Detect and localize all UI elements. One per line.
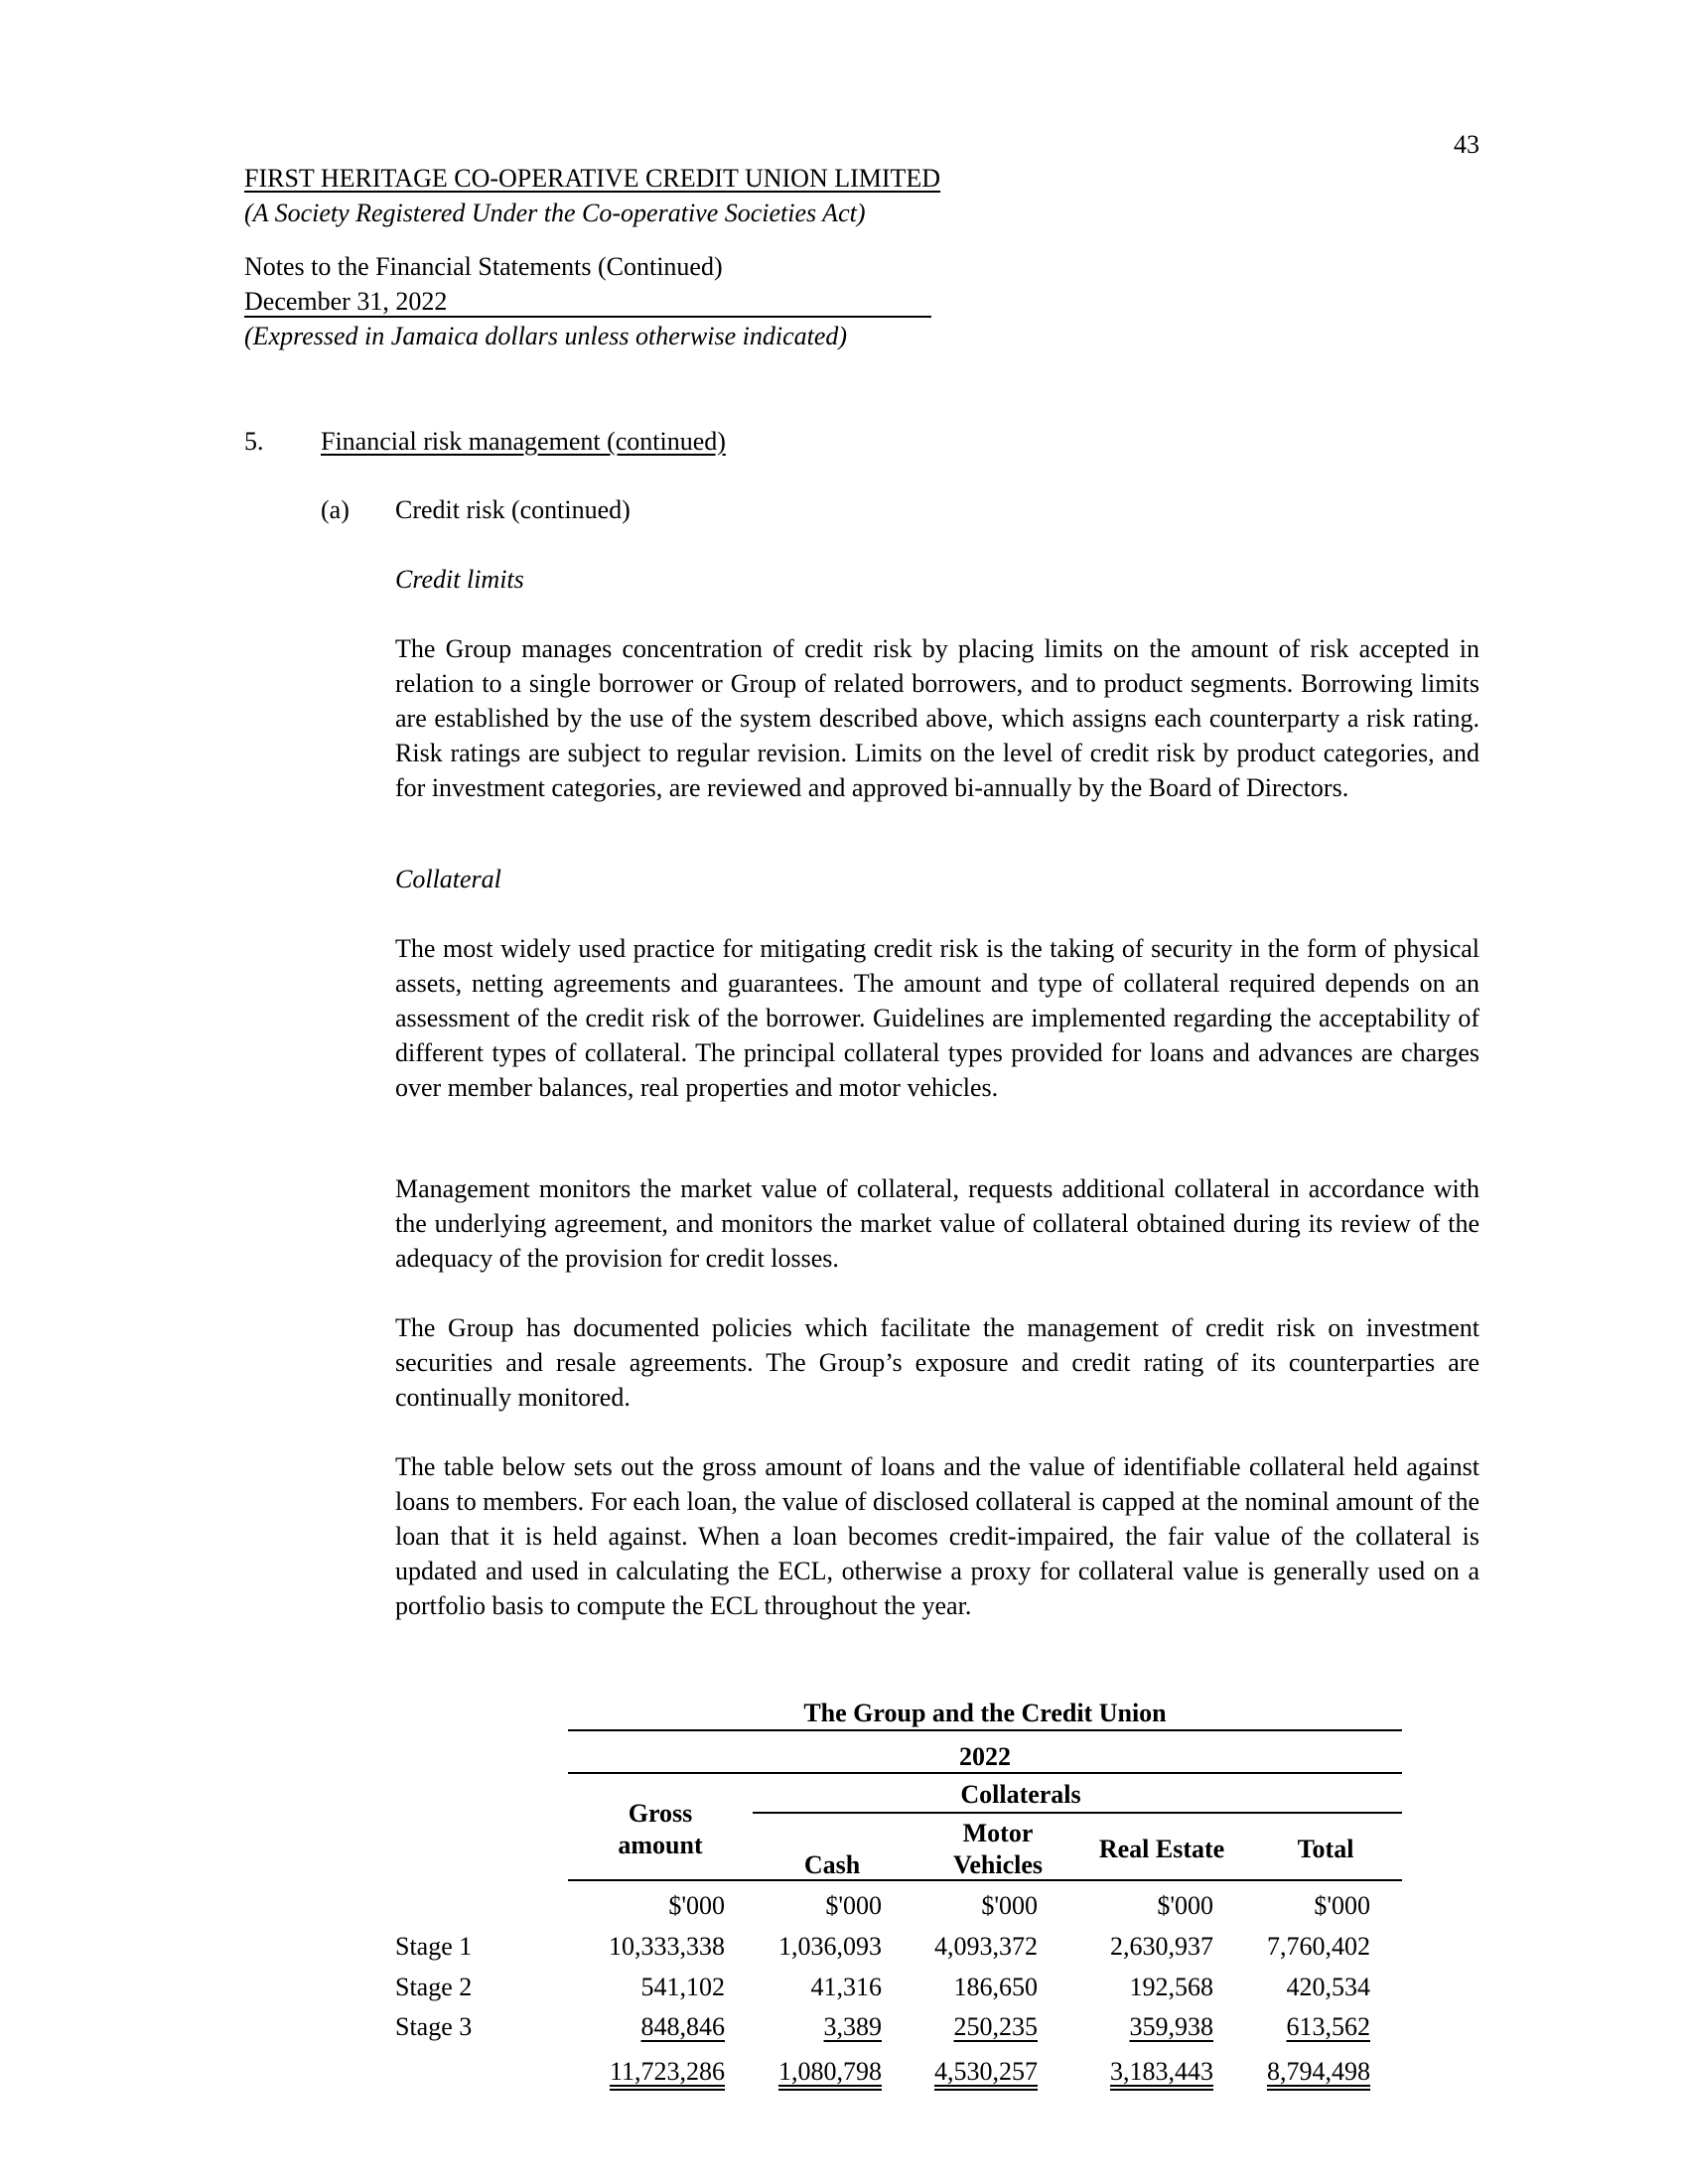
doc-title: Notes to the Financial Statements (Continued) xyxy=(244,252,723,281)
header-rule xyxy=(244,316,931,318)
motor-value: 250,235 xyxy=(953,2012,1038,2041)
gross-cell xyxy=(558,2009,725,2044)
real-estate-cell xyxy=(1064,2009,1213,2044)
motor-total: 4,530,257 xyxy=(934,2057,1038,2086)
cash-total-cell xyxy=(735,2054,882,2089)
units-row xyxy=(0,1888,1688,1923)
gross-total-cell xyxy=(558,2054,725,2089)
real-estate-cell: 192,568 xyxy=(1129,1973,1213,2001)
table-rule xyxy=(753,1812,1402,1814)
col-motor-line1: Motor xyxy=(962,1819,1034,1847)
gross-total: 11,723,286 xyxy=(609,2057,725,2086)
gross-cell: 10,333,338 xyxy=(609,1932,725,1961)
subsection-label: (a) xyxy=(321,495,350,524)
motor-cell xyxy=(889,2009,1038,2044)
cash-value: 3,389 xyxy=(823,2012,882,2041)
row-label: Stage 1 xyxy=(395,1932,473,1961)
real-estate-value: 359,938 xyxy=(1129,2012,1213,2041)
unit-cell: $'000 xyxy=(1314,1891,1370,1920)
collateral-paragraph: The most widely used practice for mitigating credit risk is the taking of security in the form of physical assets, netting agreements and guarantees. The amount and type of collateral required depends on an assessment of the credit risk of the borrower. Guidelines are implemented regarding the acceptability of different types of collateral. The principal collateral types provided for loans and advances are charges over member balances, real properties and motor vehicles. xyxy=(395,934,1479,1102)
motor-cell: 186,650 xyxy=(953,1973,1038,2001)
page-number: 43 xyxy=(1454,130,1479,159)
row-label: Stage 3 xyxy=(395,2012,473,2041)
cash-cell: 41,316 xyxy=(810,1973,882,2001)
cash-cell: 1,036,093 xyxy=(778,1932,882,1961)
motor-cell: 4,093,372 xyxy=(934,1932,1038,1961)
grand-total: 8,794,498 xyxy=(1267,2057,1370,2086)
row-label: Stage 2 xyxy=(395,1973,473,2001)
motor-total-cell xyxy=(889,2054,1038,2089)
real-estate-total-cell xyxy=(1064,2054,1213,2089)
cash-total: 1,080,798 xyxy=(778,2057,882,2086)
real-estate-cell: 2,630,937 xyxy=(1110,1932,1213,1961)
col-total: Total xyxy=(1297,1835,1354,1863)
unit-cell: $'000 xyxy=(825,1891,882,1920)
real-estate-total: 3,183,443 xyxy=(1110,2057,1213,2086)
col-real-estate: Real Estate xyxy=(1098,1835,1225,1863)
collaterals-header: Collaterals xyxy=(960,1780,1081,1809)
collateral-paragraph: The table below sets out the gross amount of loans and the value of identifiable collateral held against loans to members. For each loan, the value of disclosed collateral is capped at the nominal amount of the loan that it is held against. When a loan becomes credit-impaired, the fair value of the collateral is updated and used in calculating the ECL, otherwise a proxy for collateral value is generally used on a portfolio basis to compute the ECL throughout the year. xyxy=(395,1452,1479,1620)
total-cell: 7,760,402 xyxy=(1267,1932,1370,1961)
unit-cell: $'000 xyxy=(981,1891,1038,1920)
total-cell: 420,534 xyxy=(1286,1973,1370,2001)
gross-cell: 541,102 xyxy=(640,1973,725,2001)
org-subtitle: (A Society Registered Under the Co-operative Societies Act) xyxy=(244,199,866,227)
collateral-paragraph: The Group has documented policies which facilitate the management of credit risk on investment securities and resale agreements. The Group’s exposure and credit rating of its counterparties are continually monitored. xyxy=(395,1313,1479,1412)
credit-limits-heading: Credit limits xyxy=(395,565,524,594)
col-cash: Cash xyxy=(803,1850,861,1879)
totals-row xyxy=(0,2054,1688,2089)
currency-note: (Expressed in Jamaica dollars unless otherwise indicated) xyxy=(244,322,848,350)
unit-cell: $'000 xyxy=(668,1891,725,1920)
unit-cell: $'000 xyxy=(1157,1891,1213,1920)
section-number: 5. xyxy=(244,427,264,456)
credit-limits-paragraph: The Group manages concentration of credit risk by placing limits on the amount of risk accepted in relation to a single borrower or Group of related borrowers, and to product segments. Borrowing limits are established by the use of the system described above, which assigns each counterparty a risk rating. Risk ratings are subject to regular revision. Limits on the level of credit risk by product categories, and for investment categories, are reviewed and approved bi-annually by the Board of Directors. xyxy=(395,634,1479,802)
subsection-title: Credit risk (continued) xyxy=(395,495,631,524)
total-value: 613,562 xyxy=(1286,2012,1370,2041)
collateral-heading: Collateral xyxy=(395,865,501,893)
table-rule xyxy=(568,1729,1402,1731)
cash-cell xyxy=(735,2009,882,2044)
table-year: 2022 xyxy=(959,1742,1011,1771)
table-title: The Group and the Credit Union xyxy=(803,1699,1167,1727)
col-motor-line2: Vehicles xyxy=(952,1850,1044,1879)
grand-total-cell xyxy=(1229,2054,1370,2089)
table-rule xyxy=(568,1879,1402,1881)
table-row xyxy=(0,2009,1688,2044)
collateral-paragraph: Management monitors the market value of collateral, requests additional collateral in accordance with the underlying agreement, and monitors the market value of collateral obtained during its review of the adequacy of the provision for credit losses. xyxy=(395,1174,1479,1273)
col-gross-line1: Gross xyxy=(628,1799,693,1828)
table-row xyxy=(0,1929,1688,1964)
org-name: FIRST HERITAGE CO-OPERATIVE CREDIT UNION LIMITED xyxy=(244,164,941,193)
section-title: Financial risk management (continued) xyxy=(321,427,726,456)
table-row xyxy=(0,1970,1688,2004)
report-date: December 31, 2022 xyxy=(244,287,448,316)
table-rule xyxy=(568,1772,1402,1774)
total-cell xyxy=(1229,2009,1370,2044)
col-gross-line2: amount xyxy=(618,1831,703,1859)
gross-value: 848,846 xyxy=(640,2012,725,2041)
